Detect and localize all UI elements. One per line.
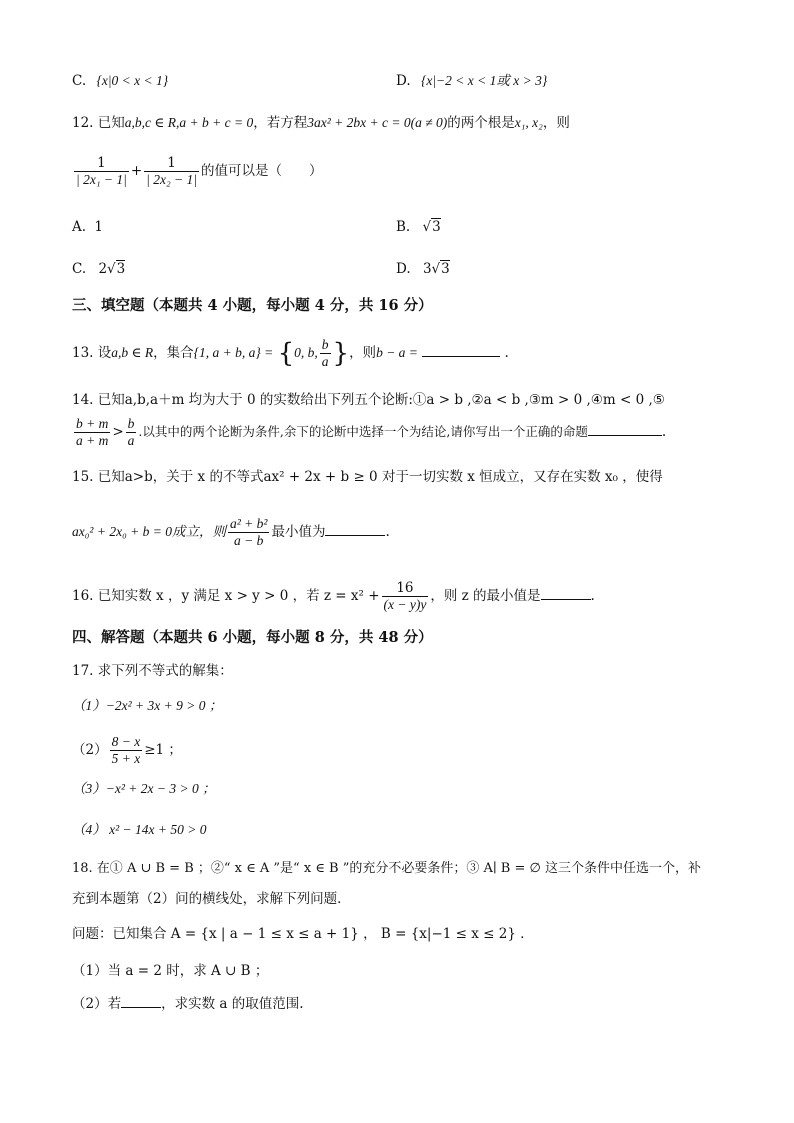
section-4-heading: 四、解答题（本题共 6 小题，每小题 8 分，共 48 分）	[72, 629, 433, 646]
q16-fraction: $\frac{16}{(x - y)y}$	[383, 580, 427, 612]
q17-stem: 17. 求下列不等式的解集：	[72, 663, 233, 679]
q14-fraction-1: $\frac{b + m}{a + m}$	[76, 416, 109, 448]
q16: 16. 已知实数 x ，y 满足 x > y > 0 ，若 z = x² + $\frac{16}{(x - y)y}$ ，则 z 的最小值是 .	[72, 580, 595, 612]
q17-part-4: （4） x² − 14x + 50 > 0	[72, 822, 207, 837]
q12-fraction-2: $\frac{1}{\text{| 2x₂ − 1|}}$	[146, 155, 197, 187]
q12-option-b: B. √3	[396, 219, 441, 235]
q15-line-1: 15. 已知a>b，关于 x 的不等式ax² + 2x + b ≥ 0 对于一切实数 x 恒成立，又存在实数 x₀ ，使得	[72, 469, 663, 485]
q18-line-5: （2）若 ，求实数 a 的取值范围.	[72, 993, 304, 1014]
q12-option-c: C. 2√3	[72, 261, 126, 277]
section-3-heading: 三、填空题（本题共 4 小题，每小题 4 分，共 16 分）	[72, 297, 433, 314]
q18-line-1: 18. 在① A ∪ B = B ；②“ x ∈ A ”是“ x ∈ B ”的充分不必要条件；③ A∣ B = ∅ 这三个条件中任选一个，补	[72, 861, 701, 876]
q12-expression: $\frac{1}{\text{| 2x₁ − 1|}}$ + $\frac{1}{\text{| 2x₂ − 1|}}$ 的值可以是（ ）	[76, 155, 323, 187]
q18-line-3: 问题：已知集合 A = {x | a − 1 ≤ x ≤ a + 1} ， B = {x|−1 ≤ x ≤ 2} ．	[72, 926, 534, 942]
q17-part-3: （3）−x² + 2x − 3 > 0 ；	[72, 781, 216, 796]
q12-option-a: A. 1	[72, 219, 103, 235]
q13-fraction: $\frac{b}{a}$	[321, 337, 329, 369]
q17-part-1: （1）−2x² + 3x + 9 > 0 ；	[72, 698, 223, 713]
q14-answer-blank[interactable]	[588, 421, 662, 436]
q12-stem: 12. 已知a,b,c ∈ R,a + b + c = 0，若方程3ax² + 2bx + c = 0(a ≠ 0)的两个根是x₁, x₂，则	[72, 115, 570, 131]
q11-option-c: C. {x|0 < x < 1}	[72, 73, 169, 89]
q12-option-d: D. 3√3	[396, 261, 450, 277]
q15-fraction: $\frac{\text{a² + b²}}{a - b}$	[230, 516, 268, 548]
q11-option-d: D. {x|−2 < x < 1或 x > 3}	[396, 73, 548, 89]
q13: 13. 设a,b ∈ R，集合{1, a + b, a} = {0, b, $\frac{b}{a}$ }，则b − a = .	[72, 337, 509, 369]
q13-answer-blank[interactable]	[422, 342, 500, 357]
q15-answer-blank[interactable]	[325, 521, 385, 536]
q16-answer-blank[interactable]	[541, 585, 591, 600]
q12-fraction-1: $\frac{1}{\text{| 2x₁ − 1|}}$	[76, 155, 127, 187]
q14-line-1: 14. 已知a,b,a＋m 均为大于 0 的实数给出下列五个论断:①a > b ,②a < b ,③m > 0 ,④m < 0 ,⑤	[72, 392, 665, 408]
q17-part-2: （2） $\frac{8 - x}{5 + x}$ ≥1 ；	[72, 734, 182, 766]
q14-line-2: $\frac{b + m}{a + m}$ > $\frac{b}{a}$ .以其中的两个论断为条件,余下的论断中选择一个为结论,请你写出一个正确的命题 .	[76, 416, 667, 448]
q14-fraction-2: $\frac{b}{a}$	[127, 416, 135, 448]
q15-line-2: ax₀² + 2x₀ + b = 0成立，则 $\frac{\text{a² + b²}}{a - b}$ 最小值为 .	[72, 516, 390, 548]
q18-line-2: 充到本题第（2）问的横线处，求解下列问题．	[72, 891, 351, 907]
q17-fraction: $\frac{8 - x}{5 + x}$	[111, 734, 141, 766]
q18-line-4: （1）当 a = 2 时，求 A ∪ B ；	[72, 963, 269, 979]
q18-condition-blank[interactable]	[121, 993, 161, 1008]
